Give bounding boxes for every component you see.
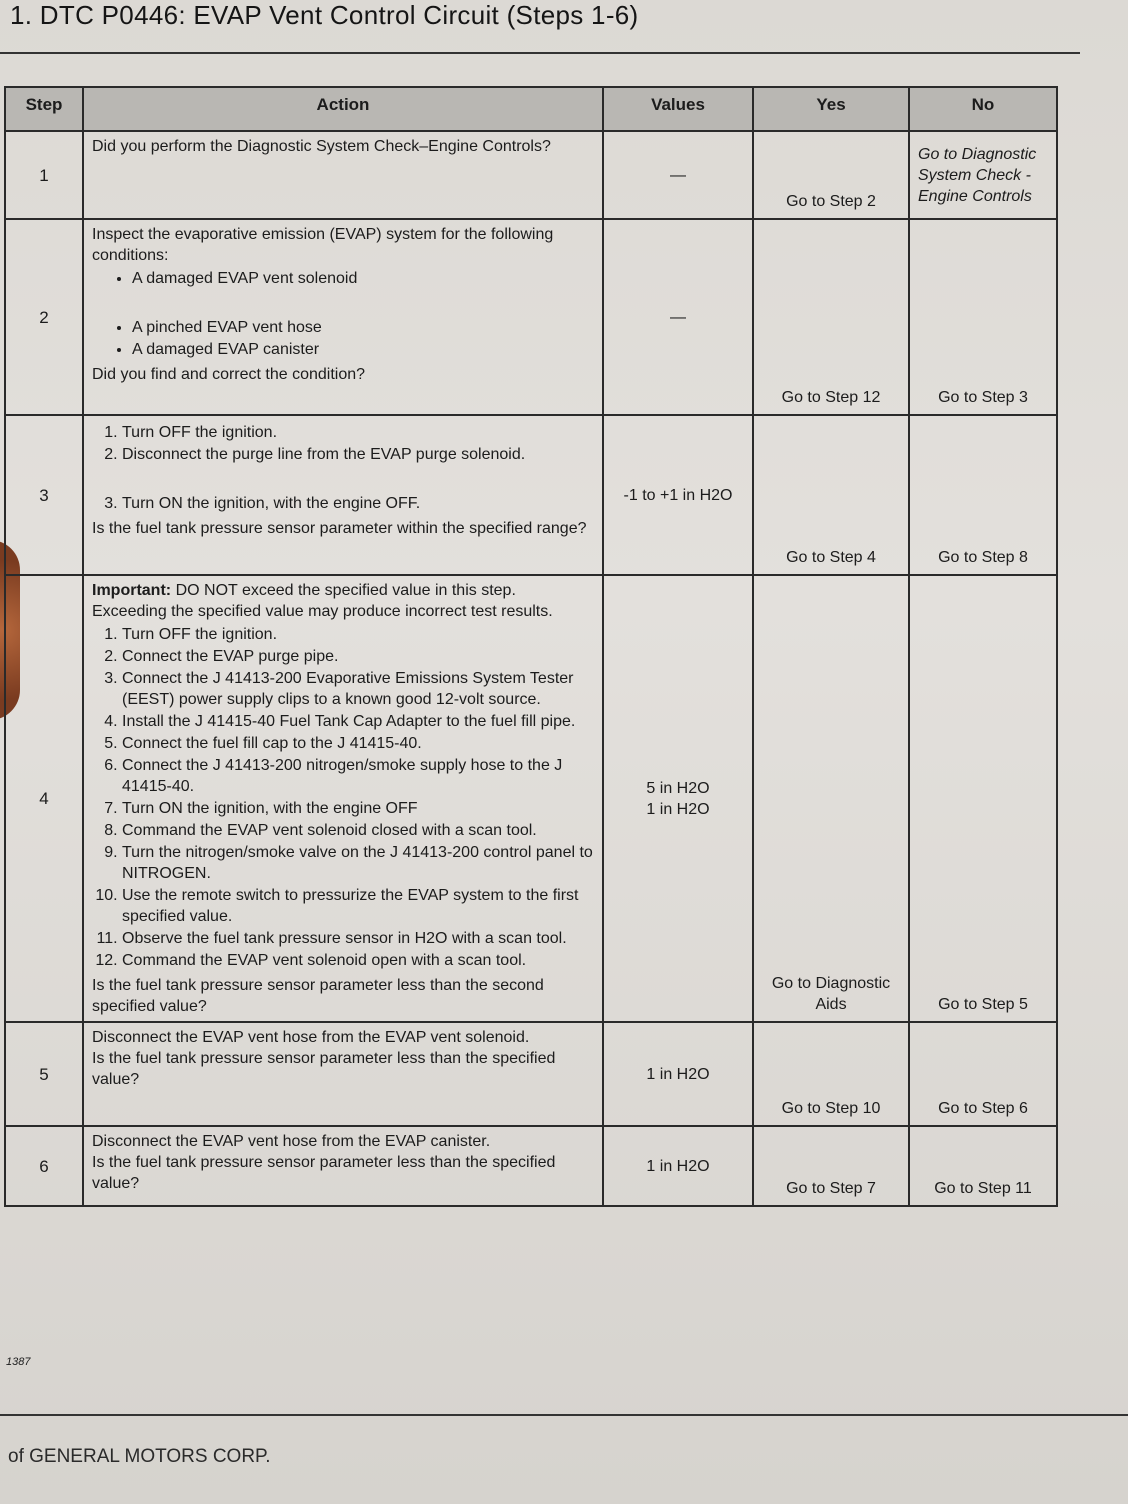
action-text: Disconnect the EVAP vent hose from the EVAP canister. <box>92 1133 491 1150</box>
table-row <box>5 415 1057 575</box>
list-item: 3. Connect the J 41413-200 Evaporative Emissions System Tester (EEST) power supply clips to a known good 12-volt source. <box>122 668 594 710</box>
table-row <box>5 131 1057 219</box>
step-number: 3 <box>5 415 83 575</box>
table-header-row <box>5 87 1057 131</box>
list-item: 4. Install the J 41415-40 Fuel Tank Cap Adapter to the fuel fill pipe. <box>122 711 594 732</box>
no-cell <box>909 1022 1057 1126</box>
list-item: 2. Disconnect the purge line from the EVAP purge solenoid. <box>122 444 594 465</box>
action-cell <box>83 415 603 575</box>
yes-link: Go to Step 4 <box>786 549 876 566</box>
action-intro: Inspect the evaporative emission (EVAP) system for the following conditions: <box>92 226 554 264</box>
step-number: 4 <box>5 575 83 1022</box>
list-item: 3. Turn ON the ignition, with the engine OFF. <box>122 493 594 514</box>
list-item: 2. Connect the EVAP purge pipe. <box>122 646 594 667</box>
no-link: Go to Step 11 <box>934 1180 1032 1197</box>
list-item: 11. Observe the fuel tank pressure sensor in H2O with a scan tool. <box>122 928 594 949</box>
procedure-list <box>92 624 594 971</box>
yes-link: Go to Step 2 <box>786 193 876 210</box>
table-row <box>5 219 1057 415</box>
action-cell <box>83 1022 603 1126</box>
figure-number: 1387 <box>6 1356 31 1368</box>
col-no: No <box>909 87 1057 131</box>
list-item: 12. Command the EVAP vent solenoid open with a scan tool. <box>122 950 594 971</box>
yes-link: Go to Step 10 <box>781 1100 881 1117</box>
important-text: DO NOT exceed the specified value in this step. Exceeding the specified value may produce incorrect test results. <box>92 582 553 620</box>
step-number: 5 <box>5 1022 83 1126</box>
list-item: 7. Turn ON the ignition, with the engine OFF <box>122 798 594 819</box>
col-values: Values <box>603 87 753 131</box>
step-number: 1 <box>5 131 83 219</box>
no-link: Go to Diagnostic System Check - Engine Controls <box>918 145 1037 205</box>
list-item: 9. Turn the nitrogen/smoke valve on the J 41413-200 control panel to NITROGEN. <box>122 842 594 884</box>
action-cell <box>83 575 603 1022</box>
list-item: • A damaged EVAP vent solenoid <box>132 268 594 289</box>
list-item: • A damaged EVAP canister <box>132 339 594 360</box>
no-cell <box>909 219 1057 415</box>
footer-text: of GENERAL MOTORS CORP. <box>8 1446 271 1467</box>
values-cell: -1 to +1 in H2O <box>603 415 753 575</box>
important-note <box>92 580 594 622</box>
action-cell <box>83 219 603 415</box>
list-item: • A pinched EVAP vent hose <box>132 317 594 338</box>
no-link: Go to Step 8 <box>938 549 1028 566</box>
yes-link: Go to Diagnostic Aids <box>771 975 891 1013</box>
no-link: Go to Step 6 <box>938 1100 1028 1117</box>
list-item: 10. Use the remote switch to pressurize the EVAP system to the first specified value. <box>122 885 594 927</box>
action-question: Is the fuel tank pressure sensor parameter less than the specified value? <box>92 1050 556 1088</box>
no-cell <box>909 415 1057 575</box>
action-question: Is the fuel tank pressure sensor parameter less than the second specified value? <box>92 977 544 1015</box>
action-text: Did you perform the Diagnostic System Check–Engine Controls? <box>83 131 603 219</box>
table-row <box>5 1126 1057 1206</box>
yes-cell <box>753 1022 909 1126</box>
yes-cell <box>753 415 909 575</box>
list-item: 1. Turn OFF the ignition. <box>122 624 594 645</box>
col-step: Step <box>5 87 83 131</box>
step-number: 2 <box>5 219 83 415</box>
values-cell: — <box>603 219 753 415</box>
page-title: 1. DTC P0446: EVAP Vent Control Circuit (Steps 1-6) <box>10 0 639 30</box>
values-cell: 1 in H2O <box>603 1126 753 1206</box>
no-cell <box>909 131 1057 219</box>
no-link: Go to Step 5 <box>938 996 1028 1013</box>
list-item: 6. Connect the J 41413-200 nitrogen/smoke supply hose to the J 41415-40. <box>122 755 594 797</box>
value-first: 5 in H2O <box>646 779 710 797</box>
yes-cell <box>753 219 909 415</box>
col-action: Action <box>83 87 603 131</box>
list-item: 1. Turn OFF the ignition. <box>122 422 594 443</box>
procedure-list <box>92 422 594 514</box>
table-row <box>5 1022 1057 1126</box>
values-cell <box>603 575 753 1022</box>
action-question: Did you find and correct the condition? <box>92 366 366 383</box>
yes-cell <box>753 131 909 219</box>
yes-cell <box>753 575 909 1022</box>
no-cell <box>909 1126 1057 1206</box>
yes-cell <box>753 1126 909 1206</box>
action-cell <box>83 1126 603 1206</box>
col-yes: Yes <box>753 87 909 131</box>
top-rule <box>0 52 1080 54</box>
bottom-rule <box>0 1414 1128 1416</box>
step-number: 6 <box>5 1126 83 1206</box>
table-row <box>5 575 1057 1022</box>
action-question: Is the fuel tank pressure sensor parameter less than the specified value? <box>92 1154 556 1192</box>
yes-link: Go to Step 7 <box>786 1180 876 1197</box>
values-cell: — <box>603 131 753 219</box>
list-item: 8. Command the EVAP vent solenoid closed with a scan tool. <box>122 820 594 841</box>
no-link: Go to Step 3 <box>938 389 1028 406</box>
value-second: 1 in H2O <box>646 800 710 818</box>
yes-link: Go to Step 12 <box>781 389 881 406</box>
important-label: Important: <box>92 582 172 599</box>
action-text: Disconnect the EVAP vent hose from the EVAP vent solenoid. <box>92 1029 530 1046</box>
list-item: 5. Connect the fuel fill cap to the J 41415-40. <box>122 733 594 754</box>
values-cell: 1 in H2O <box>603 1022 753 1126</box>
condition-list <box>92 268 594 360</box>
diagnostic-table <box>4 86 1058 1207</box>
action-question: Is the fuel tank pressure sensor parameter within the specified range? <box>92 520 587 537</box>
no-cell <box>909 575 1057 1022</box>
